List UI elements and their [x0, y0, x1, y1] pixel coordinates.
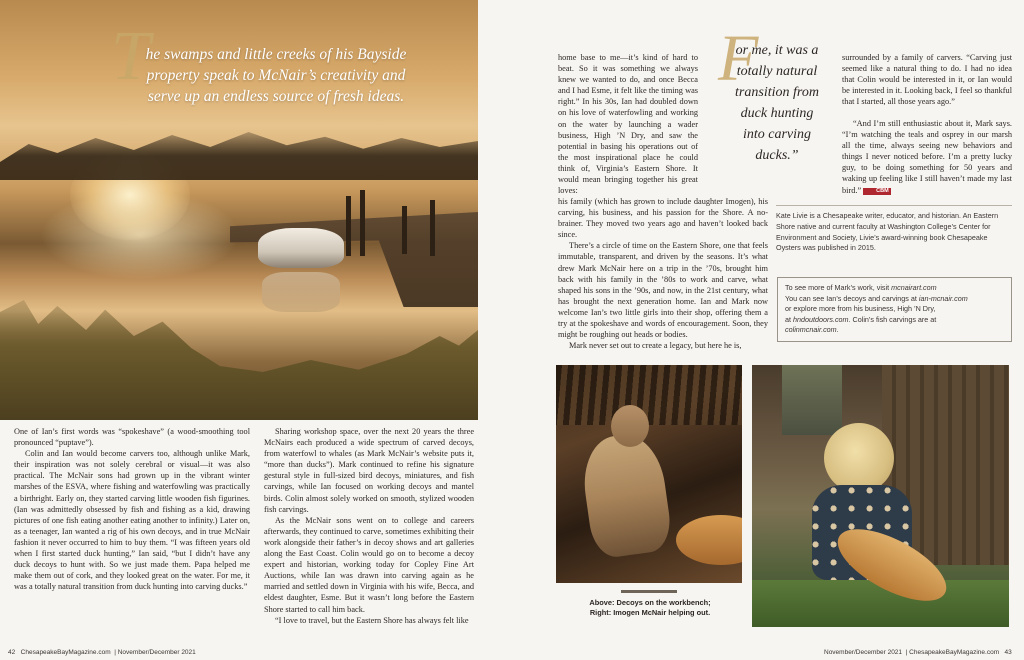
folio-site: ChesapeakeBayMagazine.com: [909, 649, 1000, 656]
caption-rule: [621, 590, 677, 593]
photo-caption: [560, 598, 740, 618]
more-info-box: [777, 277, 1012, 342]
more-text: You can see Ian’s decoys and carvings at: [785, 293, 919, 303]
adult-figure: [782, 365, 842, 435]
decoy-body: [578, 430, 674, 560]
paragraph: [776, 118, 1012, 196]
left-column-2: [264, 426, 474, 626]
pullquote-text: he swamps and little creeks of his Bayside property speak to McNair’s creativity and serve up an endless source of fresh ideas.: [145, 46, 407, 105]
paragraph: One of Ian’s first words was “spokeshave” (a wood-smoothing tool pronounced “puptave”).: [14, 427, 250, 448]
paragraph: “I love to travel, but the Eastern Shore has always felt like: [275, 615, 469, 625]
cbm-end-mark: CBM: [863, 188, 891, 195]
more-line: [785, 325, 1004, 336]
folio-issue: November/December 2021: [824, 649, 903, 656]
more-line: or explore more from his business, High ’N Dry,: [785, 304, 936, 313]
right-column-1: [558, 196, 768, 351]
paragraph: Colin and Ian would become carvers too, although unlike Mark, their inspiration was not solely cerebral or visual—it was also practical. The McNair sons had grown up in the vibrant winter marshes of the ESVA, where fishing and waterfowling was practically a birthright. Early on, they started carving little wooden fish figurines. (Ian was admittedly obsessed by fish and fishing as a kid, drawing pictures of one fish eating another eating another to infinity.) Later on, as a teenager, Ian wanted a rig of his own decoys, and in true McNair fashion it never occurred to him to buy them. “I was fifteen years old when I first started duck hunting,” Ian said, “but I didn’t have any duck decoys to hunt with. So we just made them. Papa helped me make them out of cork, and they looked great on the water. For me, it was a totally natural transition from duck hunting into carving ducks.”: [14, 449, 250, 592]
pullquote-left: [111, 18, 415, 107]
right-column-2: [842, 52, 1012, 107]
paragraph: As the McNair sons went on to college and careers afterwards, they continued to carve, sometimes exhibiting their work alongside their father’s in decoy shows and art galleries along the East Coast. Colin would go on to become a decoy expert and historian, working today for Copley Fine Art Auctions, while Ian was drawn into carving again as he married and settled down in Virginia with his wife, Becca, and eldest daughter, Esme. But it wasn’t long before the Eastern Shore started to call him back.: [264, 515, 474, 614]
more-text: .: [836, 325, 839, 334]
folio-left: 42 ChesapeakeBayMagazine.com | November/December 2021: [8, 649, 196, 656]
dock-post: [430, 200, 435, 256]
dock-post: [360, 190, 365, 256]
pullquote-initial: T: [111, 18, 150, 95]
page-number: 43: [1004, 649, 1012, 656]
link-hndoutdoors[interactable]: hndoutdoors.com: [793, 314, 849, 324]
decoy-head: [611, 405, 649, 447]
link-ian-mcnair[interactable]: ian-mcnair.com: [918, 293, 968, 303]
dock-post: [402, 206, 407, 254]
folio-issue: November/December 2021: [117, 649, 196, 656]
paragraph: home base to me—it’s kind of hard to beat. So it was something we always knew we wanted to do, and once Becca and I had Esme, it felt like the timing was right.” In his 30s, Ian had doubled down on his love of waterfowling and working on the water by launching a wader business, High ’N Dry, and saw the potential in basing his operations out of the most inspirational place he could think of, Virginia’s Eastern Shore. It would mean bringing together his great loves:: [558, 53, 698, 196]
more-text: . Colin’s fish carvings are at: [848, 314, 937, 324]
caption-line: Above: Decoys on the workbench;: [589, 598, 711, 607]
photo-decoys-workbench: [556, 365, 742, 583]
caption-line: Right: Imogen McNair helping out.: [589, 608, 711, 617]
link-colinmcnair[interactable]: colinmcnair.com: [785, 325, 837, 334]
boat-reflection: [262, 272, 340, 312]
photo-imogen-helping: [752, 365, 1009, 627]
child-head: [824, 423, 894, 493]
right-column-2-cont: [776, 118, 1012, 196]
more-line: [785, 283, 1004, 294]
page-number: 42: [8, 649, 16, 656]
water-reflection: [40, 190, 240, 280]
folio-site: ChesapeakeBayMagazine.com: [20, 649, 111, 656]
more-text: To see more of Mark’s work, visit: [785, 283, 892, 292]
paragraph: Sharing workshop space, over the next 20 years the three McNairs each produced a wide spectrum of carved decoys, from waterfowl to whales (as Mark McNair’s website puts it, “more than ducks”). Mark continued to refine his signature gestural style in full-sized bird decoys, miniatures, and fish carvings, while Ian focused on working decoys and mantel birds. Colin almost solely worked on smooth, stylized wooden fish carvings.: [264, 427, 474, 514]
dock-post: [346, 196, 351, 256]
paragraph: surrounded by a family of carvers. “Carving just seemed like a natural thing to do. I had no idea that Colin would be interested in it, or Ian would be interested in it. Looking back, I feel so thankful that I started, all those years ago.”: [842, 53, 1012, 107]
tools-rack: [556, 365, 742, 425]
paragraph: There’s a circle of time on the Eastern Shore, one that feels immutable, transparent, and driven by the seasons. It’s what drew Mark McNair here on a trip in the ’70s, brought him back with his family in the ’80s to work and carve, what shaped his sons in the ’90s, and now, in the 21st century, what has brought the next generation home. Ian and Mark now welcome Ian’s two little girls into their shop, offering them a try at the spokeshave and words of encouragement. Soon, they might be roughing out heads or bodies.: [558, 241, 768, 340]
more-line: [785, 315, 1004, 326]
link-mcnairart[interactable]: mcnairart.com: [891, 283, 937, 292]
pullquote-initial: F: [718, 22, 759, 95]
left-column-1: [14, 426, 250, 592]
boat: [258, 228, 344, 268]
divider: [776, 205, 1012, 206]
more-line: [785, 294, 1004, 305]
author-bio: Kate Livie is a Chesapeake writer, educator, and historian. An Eastern Shore native and current faculty at Washington College’s Center for Environment and Society, Livie’s award-winning book Chesapeake Oysters was published in 2015.: [776, 211, 999, 253]
folio-right: November/December 2021 | ChesapeakeBayMagazine.com 43: [824, 649, 1012, 656]
more-text: at: [785, 314, 793, 324]
right-column-1-top: [558, 52, 698, 196]
treeline: [0, 120, 478, 180]
paragraph: his family (which has grown to include daughter Imogen), his carving, his business, and his passion for the Shore. A no-brainer. They moved two years ago and haven’t looked back since.: [558, 197, 768, 240]
pullquote-text: or me, it was a totally natural transition from duck hunting into carving ducks.”: [735, 43, 819, 163]
marsh-grass: [0, 300, 478, 420]
decoy-orange: [676, 515, 742, 565]
paragraph: Mark never set out to create a legacy, but here he is,: [569, 341, 742, 351]
paragraph-text: “And I’m still enthusiastic about it, Mark says. “I’m watching the teals and osprey in our marsh all the time, always seeing new behaviors and things I never noticed before. I’m a pretty lucky guy, to be doing something for 50 years and waking up feeling like I still haven’t made my last bird.”: [842, 119, 1012, 195]
